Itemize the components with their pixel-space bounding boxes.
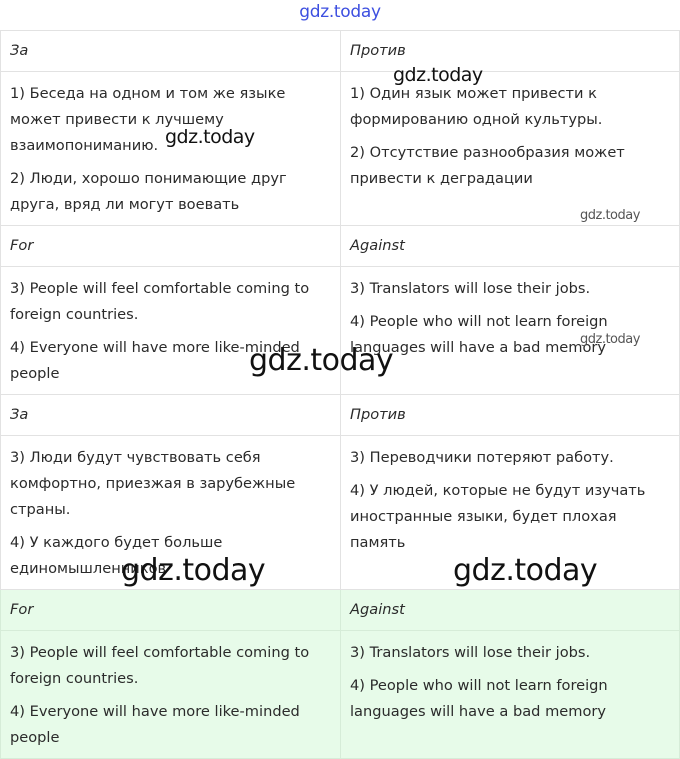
pros-item: 4) Everyone will have more like-minded people [10, 703, 300, 746]
pros-cell [1, 267, 341, 395]
cons-cell [341, 631, 680, 759]
watermark-text: gdz.today [580, 208, 640, 223]
pros-heading: За [1, 395, 341, 436]
watermark-text: gdz.today [580, 332, 640, 347]
cons-cell [341, 267, 680, 395]
watermark-text: gdz.today [453, 553, 598, 588]
pros-item: 2) Люди, хорошо понимающие друг друга, вряд ли могут воевать [10, 170, 287, 213]
pros-heading: For [1, 226, 341, 267]
section-2-header-row [1, 226, 680, 267]
pros-heading: За [1, 31, 341, 72]
pros-item: 3) People will feel comfortable coming to foreign countries. [10, 280, 310, 323]
cons-cell [341, 436, 680, 590]
pros-item: 1) Беседа на одном и том же языке может привести к лучшему взаимопониманию. [10, 85, 286, 154]
cons-heading: Against [341, 590, 680, 631]
section-1-header-row [1, 31, 680, 72]
pros-item: 4) У каждого будет больше единомышленников [10, 534, 223, 577]
section-4-header-row [1, 590, 680, 631]
section-4-content-row [1, 631, 680, 759]
pros-item: 3) Люди будут чувствовать себя комфортно, приезжая в зарубежные страны. [10, 449, 296, 518]
pros-cons-table [0, 30, 680, 759]
pros-item: 3) People will feel comfortable coming to foreign countries. [10, 644, 310, 687]
cons-item: 3) Translators will lose their jobs. [350, 644, 591, 661]
cons-item: 4) У людей, которые не будут изучать иностранные языки, будет плохая память [350, 482, 646, 551]
watermark-text: gdz.today [165, 126, 255, 148]
site-watermark-header: gdz.today [299, 2, 381, 22]
cons-cell [341, 72, 680, 226]
cons-item: 1) Один язык может привести к формированию одной культуры. [350, 85, 603, 128]
cons-item: 3) Translators will lose their jobs. [350, 280, 591, 297]
cons-item: 3) Переводчики потеряют работу. [350, 449, 614, 466]
watermark-text: gdz.today [249, 343, 394, 378]
watermark-text: gdz.today [393, 64, 483, 86]
pros-heading: For [1, 590, 341, 631]
section-2-content-row [1, 267, 680, 395]
cons-heading: Против [341, 31, 680, 72]
cons-heading: Против [341, 395, 680, 436]
section-1-content-row [1, 72, 680, 226]
cons-heading: Against [341, 226, 680, 267]
pros-cell [1, 436, 341, 590]
pros-cell [1, 72, 341, 226]
watermark-text: gdz.today [121, 553, 266, 588]
section-3-content-row [1, 436, 680, 590]
pros-item: 4) Everyone will have more like-minded people [10, 339, 300, 382]
cons-item: 4) People who will not learn foreign languages will have a bad memory [350, 313, 608, 356]
cons-item: 4) People who will not learn foreign languages will have a bad memory [350, 677, 608, 720]
section-3-header-row [1, 395, 680, 436]
pros-cell [1, 631, 341, 759]
cons-item: 2) Отсутствие разнообразия может привести к деградации [350, 144, 625, 187]
